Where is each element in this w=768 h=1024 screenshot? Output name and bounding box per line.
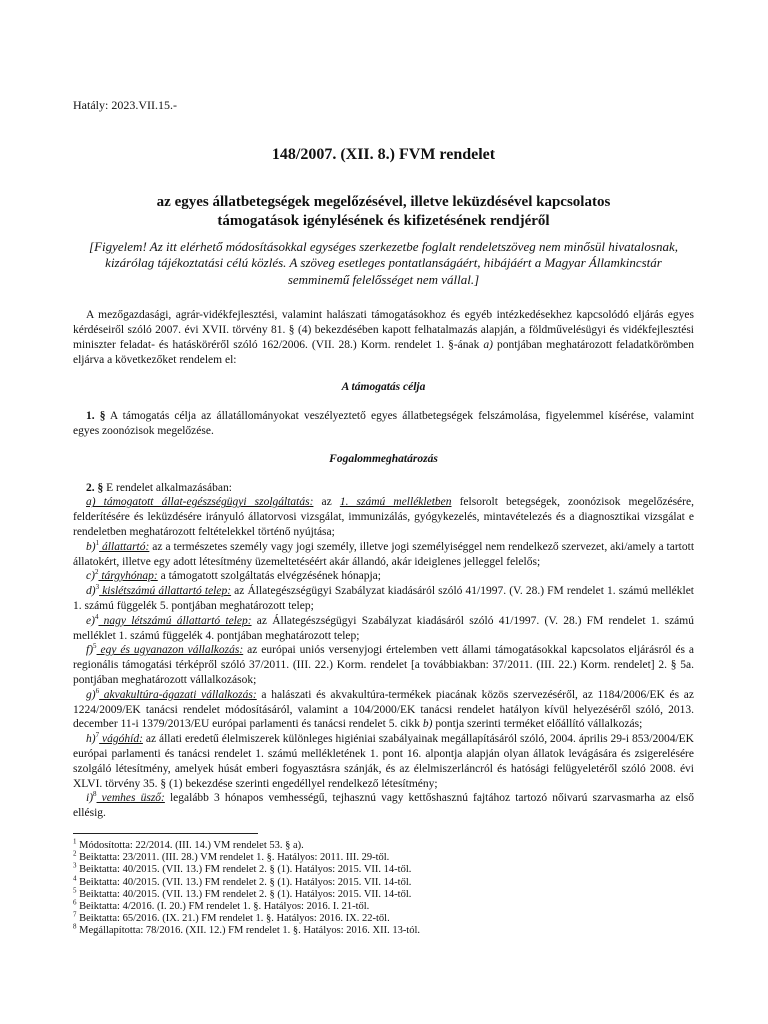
section-1-number: 1. § <box>86 410 106 423</box>
section-2-text: E rendelet alkalmazásában: <box>103 481 232 494</box>
section-1-text: A támogatás célja az állatállományokat veszélyeztető egyes állatbetegségek felszámolása, figyelemmel kísérése, valamint egyes zoonózisok megelőzése. <box>73 410 694 438</box>
definition-d-letter: d) <box>86 585 96 598</box>
definition-d-text: az Állategészségügyi Szabályzat kiadásáról szóló 41/1997. (V. 28.) FM rendelet 1. számú melléklet 1. számú függelék 5. pontjában meghatározott telep; <box>73 585 694 613</box>
footnote-ref-2: 2 <box>94 568 99 577</box>
footnote-number: 2 <box>73 849 77 858</box>
definition-b <box>73 540 694 570</box>
decree-title: 148/2007. (XII. 8.) FVM rendelet <box>271 145 496 163</box>
section-1 <box>73 409 694 439</box>
definition-h <box>73 732 694 791</box>
definition-b-letter: b) <box>86 540 96 553</box>
definition-g-text-1: a halászati és akvakultúra-termékek piacának közös szervezéséről, az 1184/2006/EK és az 1224/2009/EK tanácsi rendelet módosításáról, valamint a 104/2000/EK tanácsi rendelet hatályon kívül helyezéséről szóló, 2013. december 11-i 1379/2013/EU európai parlamenti és tanácsi rendelet 5. cikk <box>73 688 695 731</box>
footnote-ref-6: 6 <box>95 687 100 695</box>
footnote-text: Megállapította: 78/2016. (XII. 12.) FM rendelet 1. §. Hatályos: 2016. XII. 13-tól. <box>76 925 421 937</box>
footnote <box>73 922 694 937</box>
footnote-number: 1 <box>73 837 77 846</box>
footnote-ref-7: 7 <box>95 731 100 740</box>
definition-a <box>73 495 694 539</box>
effective-date: Hatály: 2023.VII.15.- <box>73 98 177 112</box>
definition-g-point: b) <box>422 718 433 731</box>
definition-g <box>73 688 694 732</box>
definition-i <box>73 791 694 821</box>
footnote-ref-3: 3 <box>95 583 100 592</box>
footnotes <box>73 837 694 938</box>
definition-g-text-2: pontja szerinti terméket előállító vállalkozás; <box>432 718 643 731</box>
footnote <box>73 849 694 864</box>
definition-a-text: felsorolt betegségek, zoonózisok megelőzésére, felderítésére és leküzdésére irányuló állatorvosi vizsgálat, immunizálás, gyógykezelés, mintavételezés és a diagnosztikai vizsgálat e rendeletben meghatározott feltételekkel történő nyújtása; <box>73 496 694 539</box>
footnote-separator <box>73 833 258 834</box>
footnote-number: 8 <box>73 922 77 931</box>
definition-i-term: vemhes üsző: <box>96 792 165 805</box>
footnote-number: 5 <box>73 886 77 895</box>
preamble-text: A mezőgazdasági, agrár-vidékfejlesztési, valamint halászati támogatásokhoz és egyéb intézkedésekhez kapcsolódó eljárás egyes kérdéseiről szóló 2007. évi XVII. törvény 81. § (4) bekezdésében kapott felhatalmazás alapján, a földművelésügyi és vidékfejlesztési miniszter feladat- és hatásköréről szóló 162/2006. (VII. 28.) Korm. rendelet 1. §-ának <box>73 309 694 351</box>
definition-c-term: tárgyhónap: <box>98 570 158 583</box>
footnote-ref-4: 4 <box>94 613 99 622</box>
definition-c-letter: c) <box>86 570 95 583</box>
footnote <box>73 898 694 913</box>
definition-g-term: akvakultúra-ágazati vállalkozás: <box>99 688 257 701</box>
footnote-ref-1: 1 <box>95 539 100 548</box>
footnote <box>73 861 694 876</box>
definition-i-letter: i) <box>86 792 94 805</box>
definition-h-term: vágóhíd: <box>99 733 143 746</box>
footnote-number: 7 <box>73 910 77 919</box>
definition-a-ref: 1. számú mellékletben <box>339 496 452 509</box>
heading-definitions: Fogalommeghatározás <box>329 452 438 465</box>
section-2-number: 2. § <box>86 481 104 494</box>
footnote-text: Beiktatta: 40/2015. (VII. 13.) FM rendelet 2. § (1). Hatályos: 2015. VII. 14-től. <box>76 888 412 900</box>
decree-subtitle <box>73 193 694 231</box>
footnote-number: 3 <box>73 861 77 870</box>
definition-g-letter: g) <box>86 688 96 701</box>
footnote-text: Beiktatta: 40/2015. (VII. 13.) FM rendelet 2. § (1). Hatályos: 2015. VII. 14-től. <box>76 864 412 876</box>
definition-f-letter: f) <box>86 644 94 657</box>
footnote-text: Beiktatta: 23/2011. (III. 28.) VM rendelet 1. §. Hatályos: 2011. III. 29-től. <box>76 852 390 864</box>
definition-e-term: nagy létszámú állattartó telep: <box>98 614 252 627</box>
footnote <box>73 886 694 901</box>
definition-e-letter: e) <box>86 614 95 627</box>
footnote <box>73 874 694 889</box>
footnote-ref-8: 8 <box>93 790 97 799</box>
definition-a-mid: az <box>313 496 340 509</box>
footnote <box>73 910 694 925</box>
footnote-text: Beiktatta: 65/2016. (IX. 21.) FM rendelet 1. §. Hatályos: 2016. IX. 22-től. <box>76 913 390 925</box>
definition-d-term: kislétszámú állattartó telep: <box>99 585 232 598</box>
footnote-number: 6 <box>73 898 77 907</box>
section-2 <box>73 481 694 496</box>
definition-b-term: állattartó: <box>99 540 150 553</box>
definition-b-text: az a természetes személy vagy jogi személy, illetve jogi személyiséggel nem rendelkező szervezet, aki/amely a tartott állatokért, illetve egy adott létesítmény üzemeltetéséért akár állandó, akár ideiglenes jelleggel felelős; <box>73 540 695 568</box>
preamble-end: pontjában meghatározott feladatkörömben eljárva a következőket rendelem el: <box>73 338 694 366</box>
definition-i-text: legalább 3 hónapos vemhességű, tejhasznú vagy kettőshasznú fajtához tartozó nőivarú szarvasmarha az első ellésig. <box>73 792 694 820</box>
subtitle-line-1: az egyes állatbetegségek megelőzésével, illetve leküzdésével kapcsolatos <box>156 193 611 210</box>
footnote-text: Módosította: 22/2014. (III. 14.) VM rendelet 53. § a). <box>76 840 304 851</box>
disclaimer-notice: [Figyelem! Az itt elérhető módosításokkal egységes szerkezetbe foglalt rendeletszöveg nem minősül hivatalosnak, kizárólag tájékoztatási célú közlés. A szöveg esetleges pontatlanságáért, hibájáért a Magyar Államkincstár semminemű felelősséget nem vállal.] <box>89 238 678 287</box>
footnote-number: 4 <box>73 874 77 883</box>
definition-f-text: az európai uniós versenyjogi értelemben vett állami támogatásokkal kapcsolatos eljárásról és a regionális támogatási térképről szóló 37/2011. (III. 22.) Korm. rendelet [a továbbiakban: 37/2011. (III. 22.) Korm. rendelet] 2. § 5a. pontjában meghatározott vállalkozások; <box>73 644 694 687</box>
definition-c <box>73 569 694 584</box>
preamble-point: a) <box>483 338 493 351</box>
definition-c-text: a támogatott szolgáltatás elvégzésének hónapja; <box>157 570 381 583</box>
heading-support-goal: A támogatás célja <box>341 381 426 394</box>
subtitle-line-2: támogatások igénylésének és kifizetésének rendjéről <box>217 212 550 229</box>
definition-d <box>73 584 694 614</box>
definition-f-term: egy és ugyanazon vállalkozás: <box>96 644 244 657</box>
definition-f <box>73 643 694 687</box>
definition-e-text: az Állategészségügyi Szabályzat kiadásáról szóló 41/1997. (V. 28.) FM rendelet 1. számú melléklet 1. számú függelék 4. pontjában meghatározott telep; <box>73 614 694 642</box>
definition-a-term: a) támogatott állat-egészségügyi szolgáltatás: <box>86 496 314 509</box>
definition-e <box>73 614 694 644</box>
preamble <box>73 308 694 367</box>
footnote-text: Beiktatta: 4/2016. (I. 20.) FM rendelet 1. §. Hatályos: 2016. I. 21-től. <box>76 901 370 913</box>
definition-h-letter: h) <box>86 733 96 746</box>
footnote <box>73 837 694 852</box>
definition-h-text: az állati eredetű élelmiszerek különleges higiéniai szabályainak megállapításáról szóló, 2004. április 29-i 853/2004/EK európai parlamenti és tanácsi rendelet 1. számú mellékletének 1. pont 16. alpontja alapján olyan állatok levágására és zsigerelésére szolgáló létesítmény, amelyek húsát emberi fogyasztásra szánják, és az élelmiszerláncról és hatósági felügyeletéről szóló 2008. évi XLVI. törvény 35. § (1) bekezdése szerinti engedéllyel rendelkező létesítmény; <box>73 733 694 790</box>
footnote-text: Beiktatta: 40/2015. (VII. 13.) FM rendelet 2. § (1). Hatályos: 2015. VII. 14-től. <box>76 876 412 888</box>
footnote-ref-5: 5 <box>93 642 97 651</box>
